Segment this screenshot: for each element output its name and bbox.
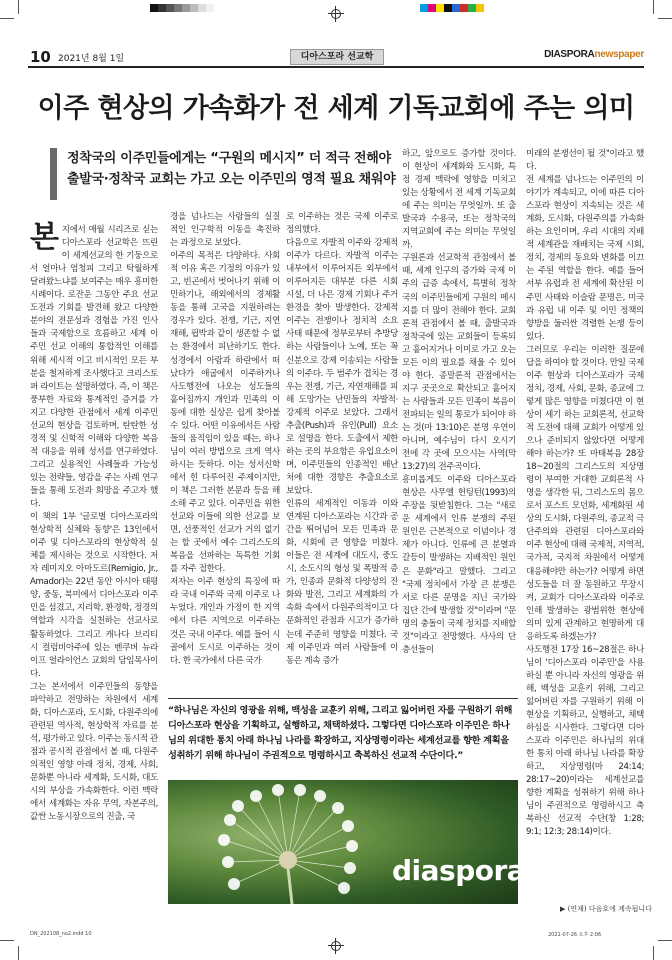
article-column-3: 로 이주하는 것은 국제 이주로 정의했다. 다음으로 자발적 이주와 강제적 이주가 다르다. 자발적 이주는 내부에서 이루어지든 외부에서 이루어지든 대부분 다른 시회 시설, 더 나은 경제 기회나 주거 환경을 찾아 발생한다. 강제적 이주는 전쟁이나 정치적 소요 사태 때문에 정부로부터 추방당하는 사람들이나 노예, 또는 꼭 신분으로 강제 이송되는 사람들의 이주다. 두 범주가 겹치는 경우는 전쟁, 기근, 자연재해를 피해 도망가는 난민들의 자발적·강제적 이주로 보았다. 그래서 추출(Push)과 유인(Pull) 요소로 설명을 한다. 도출에서 제한하는 곳의 부요함은 유입요소이며, 이주민들의 인종적인 배난처에 대한 경향은 추출요소로 보았다. 인류의 세계적인 이동과 이와 연계된 디아스포라는 시간과 공간을 뛰어넘어 모든 민족과 문화, 시회에 큰 영향을 미쳤다. 이들은 전 세계에 대도시, 중도시, 소도시의 형성 및 폭발적 증가, 인종과 문화적 다양성의 진화와 발전, 그리고 세계화의 가속화 속에서 다원주의적이고 다문화적인 관점과 시고가 증가하는데 주준히 영향을 미쳤다. 국제 이주민과 여러 사람들에 이동은 계속 증가 <box>286 212 398 666</box>
crop-mark <box>658 940 672 941</box>
article-column-5: 미래의 분쟁선이 될 것"이라고 했다. 전 세계를 넘나드는 이주민의 이야기가 계속되고, 이에 따른 디아스포라 현상이 지속되는 것은 세계화, 도시화, 다원주의를 가속화하는 요인이며, 우리 시대의 지배적 세계관을 재배치는 국제 시회, 정치, 경제의 동요와 변화를 이끄는 주된 역할을 한다. 예를 들어 서부 유럽과 전 세계에 확산된 이주민 사태와 이슬람 문명은, 미국과 유럽 내 이주 및 이민 정책의 향방을 둘러싼 격렬한 논쟁 등이 있다. 그러므로 우리는 이러한 질문에 답을 하여야 할 것이다. 만일 국제 이주 현상과 디아스포라가 국제 정치, 경제, 사회, 문화, 종교에 그렇게 많은 영향을 미쳤다면 이 현상이 세기 하는 교회론적, 선교학적 도전에 대해 교회가 어떻게 있으나 준비되지 않았다면 어떻게 해야 하는가? 또 마태복음 28장 18~20절의 그리스도의 지상명령이 부여한 거대한 교회론적 사명을 생각한 뒤, 그리스도의 몸으로서 포스트 모던화, 세계화된 세상의 도시화, 다원주의, 종교적 극단주의와 관련된 디아스포라와 이주 현상에 대해 국제적, 지역적, 국가적, 국지적 차원에서 어떻게 대응해야만 하는가? 어떻게 하면 성도들을 더 잘 동원하고 무장시켜, 교회가 디아스포라와 이주로 인해 발생하는 광범위한 현상에 의미 있게 관계하고 현명하게 대응하도록 하겠는가? 사도행전 17장 16~28절은 하나님이 '디아스포라 이주민'을 사용하실 뿐 아니라 자신의 영광을 위해, 백성을 교훈키 위해, 그리고 잃어버린 자를 구원하기 위해 이 현상을 기획하고, 실행하고, 채택하심을 시사한다. 그렇다면 디아스포라 이주민은 하나님의 위대한 통치 아래 하나님 나라를 확장하고, 지상명령(마 24:14; 28:17~20)이라는 세계선교를 향한 계획을 성취하기 위해 하나님이 주권적으로 명령하시고 축복하신 선교적 수단(창 1:28; 9:1; 12:3; 28:14)이다. <box>526 149 644 838</box>
article-column-4: 하고, 앞으로도 증가할 것이다. 이 현상이 세계화와 도시화, 특정 경제 맥락에 영향을 미치고 있는 상황에서 전 세계 기독교회에 주는 의미는 무엇일까. 또 출발국과 수용국, 또는 정착국의 지역교회에 주는 의미는 무엇일까. 구원론과 선교학적 관점에서 볼 때, 세계 인구의 증가와 국제 이주의 급증 속에서, 특별히 정착국의 이주민들에게 구원의 메시지를 더 많이 전해야 한다. 교회론적 관점에서 볼 때, 출발국과 정착국에 있는 교회들이 등록되고 흩어지거나 이미로 가고 오는 모든 이의 필요를 채울 수 있어야 한다. 종말론적 관점에서는 지구 곳곳으로 확산되고 흩어지는 사람들과 모든 민족이 복음이 전파되는 일의 통로가 되어야 하는 것(마 13:10)은 분명 우연이 아니며, 예수님이 다시 오시기 전에 각 곳에 모으시는 사역(막 13:27)의 전주곡이다. 흥미롭게도 이주와 디아스포라 현상은 사무엘 헌팅턴(1993)의 주장을 뒷받침한다. 그는 "새로운 세계에서 인류 분쟁의 주된 원인은 근본적으로 이념이나 경제가 아니다. 인류에 큰 분열과 갈등이 발생하는 지배적인 원인은 문화"라고 말했다. 그리고 "국제 정치에서 가장 큰 분쟁은 서로 다른 문명을 지닌 국가와 집단 간에 발생할 것"이라며 "문명의 충돌이 국제 정치를 지배할 것"이라고 전망했다. 사사의 단층선들이 <box>402 149 516 655</box>
crop-mark <box>0 18 14 19</box>
column-text: 지에서 매월 시리즈로 싣는 디아스포라 선교학은 뜨린이 세계선교의 한 기둥으로서 얼마나 엄청피 그리고 탁월하게 달려왔느냐를 보여주는 매우 흥미한 시례이다. 로잔운 그동안 주요 선교 도전과 기회를 발견해 왔고 다양한 분야의 전문성과 경험을 가진 인사들과 국제함으로 흐름하고 세계 이주민 선교 이해의 통합적인 이해를 위해 세시적 이고 비시적인 모든 부분을 철저하게 조사했다고 크리스토퍼 라이트는 설명하였다. 즉, 이 책은 풍부한 자료와 통계적인 증거를 가지고 다양한 관점에서 세계 이주민 선교의 현상을 검토하며, 탄탄한 성경적 및 신학적 이해와 다양한 복음적 대응을 위해 성서를 연구하였다. 그리고 실용적인 사례들과 가능성 있는 전략들, 영감을 주는 사례 연구들을 통해 도전과 희망을 주고자 했다. 이 책의 1부 '글로벌 디아스포라의 현상학적 실체와 동향'은 13인에서 이주 및 디아스포라의 현상학적 실체를 제시하는 것으로 시작한다. 저자 레미지오 아마도르(Remigio, Jr., Amador)는 22년 동안 아시아 태평양, 중동, 북미에서 디아스포라 이주민을 섬겼고, 지리학, 환경학, 정경의 역할과 시각을 실천하는 선교사로 활동하였다. 그리고 캐나다 브리티시 컬럼비아주에 있는 벤쿠버 뉴라이프 얼라이언스 교회의 담임목사이다. 그는 본서에서 이주민들의 동향을 파악하고 전망하는 차원에서 세계화, 디아스포라, 도시화, 다원주의에 관련된 역사적, 현상학적 자료를 분석, 평가하고 있다. 이주는 동시적 관점과 공시적 관점에서 볼 때, 다원주의적인 영향 아래 정치, 경제, 사회, 문화뿐 아니라 세계화, 도시화, 대도시의 부상을 가속화한다. 이런 맥락에서 세계화는 자유 무역, 자본주의, 값싼 노동시장으로의 진출, 국 <box>30 225 158 823</box>
crop-mark <box>18 0 19 14</box>
subhead-block <box>50 148 407 200</box>
print-slug: DN_202108_no2.indd 10 <box>30 931 92 937</box>
brand-newspaper: newspaper <box>594 49 644 60</box>
headline: 이주 현상의 가속화가 전 세계 기독교회에 주는 의미 <box>37 93 635 124</box>
pull-quote: “하나님은 자신의 영광을 위해, 백성을 교훈키 위해, 그리고 잃어버린 자를 구원하기 위해 디아스포라 현상을 기획하고, 실행하고, 채택하셨다. 그렇다면 디아스포라 이주민은 하나님의 위대한 통치 아래 하나님 나라를 확장하고, 지상명령이라는 세계선교를 향한 계획을 성취하기 위해 하나님이 주권적으로 명령하시고 축복하신 선교적 수단이다.” <box>168 705 513 761</box>
brand-diaspora: DIASPORA <box>544 49 595 60</box>
gray-scale-bar <box>150 4 214 12</box>
issue-date: 2021년 8월 1일 <box>58 54 125 64</box>
crop-mark <box>658 18 672 19</box>
subhead-1: 정착국의 이주민들에게는 “구원의 메시지” 더 적극 전해야 <box>67 151 391 166</box>
dandelion-photo <box>168 780 540 904</box>
section-label: 디아스포라 선교학 <box>290 49 384 65</box>
registration-mark-icon <box>328 938 344 954</box>
crop-mark <box>653 946 654 960</box>
photo-wordmark: diaspora* <box>392 854 540 887</box>
crop-mark <box>18 946 19 960</box>
article-column-1 <box>30 211 158 925</box>
continued-note: ▶ (연재) 다음호에 계속됩니다 <box>560 905 652 913</box>
color-bar <box>420 4 484 12</box>
crop-mark <box>0 940 14 941</box>
registration-mark-icon <box>328 6 344 22</box>
page-number: 10 <box>30 48 51 66</box>
dropcap: 본 <box>30 220 59 256</box>
article-column-2: 경을 넘나드는 사람들의 실질적인 인구학적 이동을 촉진하는 과정으로 보았다. 이주의 목적은 다양하다. 사회적 이유 혹은 기정의 이유가 있고, 빈곤에서 벗어나기 위해 이민하기나, 해외에서의 경제활동을 통해 고국을 지원하려는 경우가 있다. 전쟁, 기근, 지연재해, 핍박과 같이 생존할 수 없는 환경에서 피난하기도 한다. 성경에서 아람과 하란에서 떠났다가 애굽에서 이주하거나 사도행전에 나오는 성도들의 흩어짐까지 개인과 민족의 이동에 대한 실상은 쉽게 찾아볼 수 있다. 어떤 이유에서든 사람들의 움직임이 있을 때는, 하나님이 여러 방법으로 크게 역사하시는 듯하다. 이는 성서신학에서 힌 다루어진 주제이지만, 이 책은 그러한 본문과 등을 해소해 주고 있다. 이주민을 위한 선교와 이들에 의한 선교를 보면, 선풍적인 선교가 거의 없기는 할 곳에서 예수 그리스도의 복음을 선파하는 독특한 기회를 자주 접한다. 저자는 이주 현상의 특징에 따라 국내 이주와 국제 이주로 나누었다. 개인과 가정이 한 지역에서 다른 지역으로 이주하는 것은 국내 이주다. 예를 들어 시골에서 도시로 이주하는 것이다. 한 국가에서 다른 국가 <box>170 212 280 666</box>
subhead-2: 출발국·정착국 교회는 가고 오는 이주민의 영적 필요 채워야 <box>67 172 396 187</box>
print-timestamp: 2021-07-26 오후 2:06 <box>548 932 602 938</box>
quote-rule <box>168 698 518 699</box>
crop-mark <box>653 0 654 14</box>
header-rule <box>28 66 644 68</box>
newspaper-brand <box>544 49 644 60</box>
